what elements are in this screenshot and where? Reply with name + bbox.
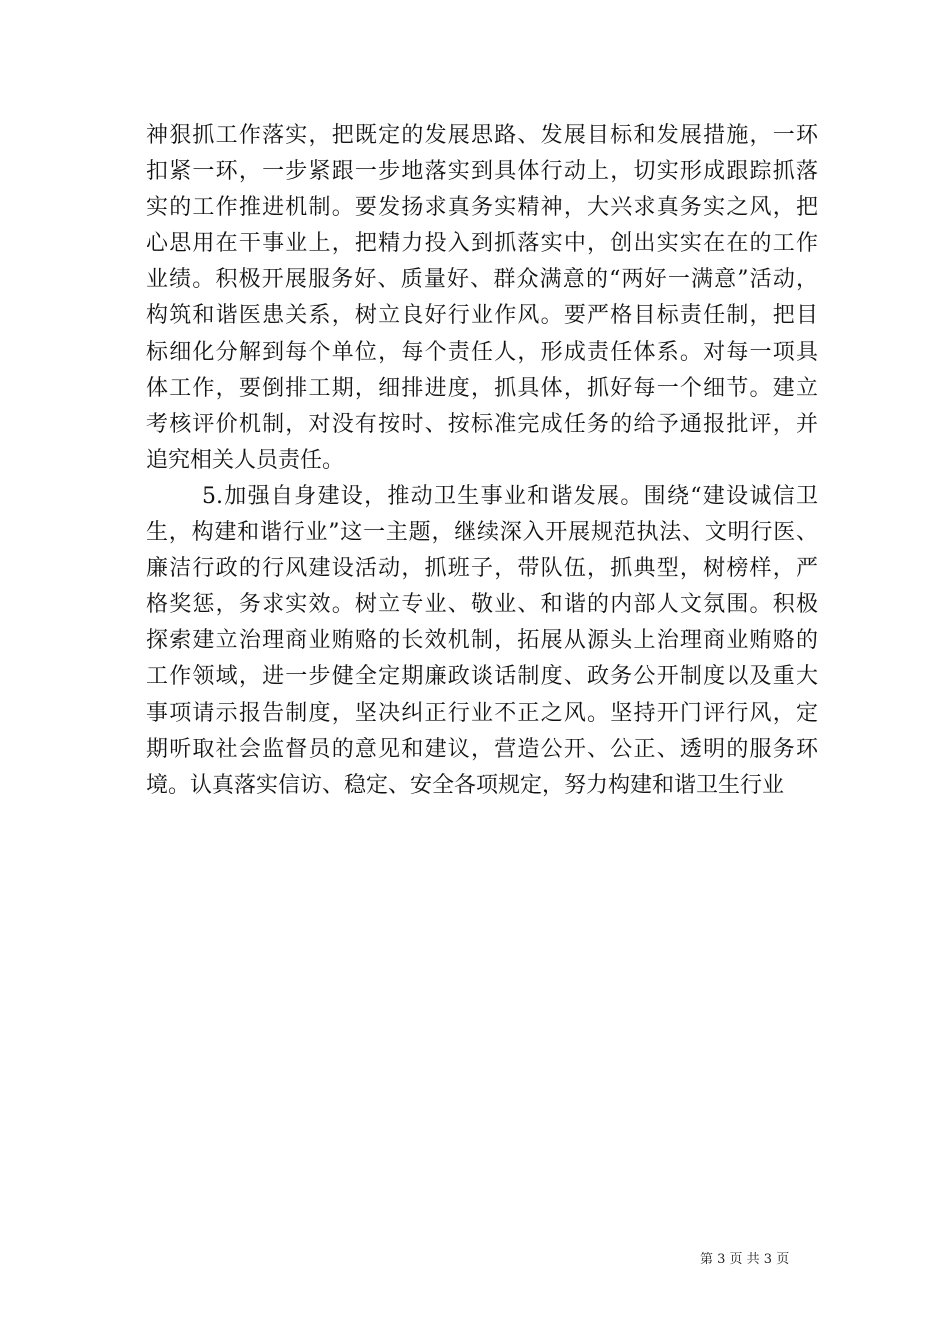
text-line: 考核评价机制，对没有按时、按标准完成任务的给予通报批评，并 xyxy=(146,411,818,437)
page-number-footer: 第 3 页 共 3 页 xyxy=(700,1252,790,1267)
text-line: 追究相关人员责任。 xyxy=(146,447,345,473)
text-line: 实的工作推进机制。要发扬求真务实精神，大兴求真务实之风，把 xyxy=(146,195,818,221)
text-line: 期听取社会监督员的意见和建议，营造公开、公正、透明的服务环 xyxy=(146,736,818,762)
text-line: 格奖惩，务求实效。树立专业、敬业、和谐的内部人文氛围。积极 xyxy=(146,592,818,618)
text-line: 构筑和谐医患关系，树立良好行业作风。要严格目标责任制，把目 xyxy=(146,303,818,329)
text-line: 扣紧一环，一步紧跟一步地落实到具体行动上，切实形成跟踪抓落 xyxy=(146,159,818,185)
text-line: 探索建立治理商业贿赂的长效机制，拓展从源头上治理商业贿赂的 xyxy=(146,628,818,654)
text-line: 心思用在干事业上，把精力投入到抓落实中，创出实实在在的工作 xyxy=(146,231,818,257)
text-line: 工作领域，进一步健全定期廉政谈话制度、政务公开制度以及重大 xyxy=(146,664,818,690)
text-line: 廉洁行政的行风建设活动，抓班子，带队伍，抓典型，树榜样，严 xyxy=(146,556,818,582)
text-line: 神狠抓工作落实，把既定的发展思路、发展目标和发展措施，一环 xyxy=(146,123,818,148)
document-body xyxy=(146,118,818,804)
text-line: 标细化分解到每个单位，每个责任人，形成责任体系。对每一项具 xyxy=(146,339,818,365)
paragraph-1 xyxy=(146,118,818,479)
text-line: 业绩。积极开展服务好、质量好、群众满意的“两好一满意”活动， xyxy=(146,267,818,293)
text-line: 5.加强自身建设，推动卫生事业和谐发展。围绕“建设诚信卫 xyxy=(202,483,818,509)
text-line: 事项请示报告制度，坚决纠正行业不正之风。坚持开门评行风，定 xyxy=(146,700,818,726)
paragraph-2 xyxy=(146,479,818,804)
text-line: 体工作，要倒排工期，细排进度，抓具体，抓好每一个细节。建立 xyxy=(146,375,818,401)
text-line: 境。认真落实信访、稳定、安全各项规定，努力构建和谐卫生行业 xyxy=(146,772,785,798)
text-line: 生，构建和谐行业”这一主题，继续深入开展规范执法、文明行医、 xyxy=(146,520,818,546)
